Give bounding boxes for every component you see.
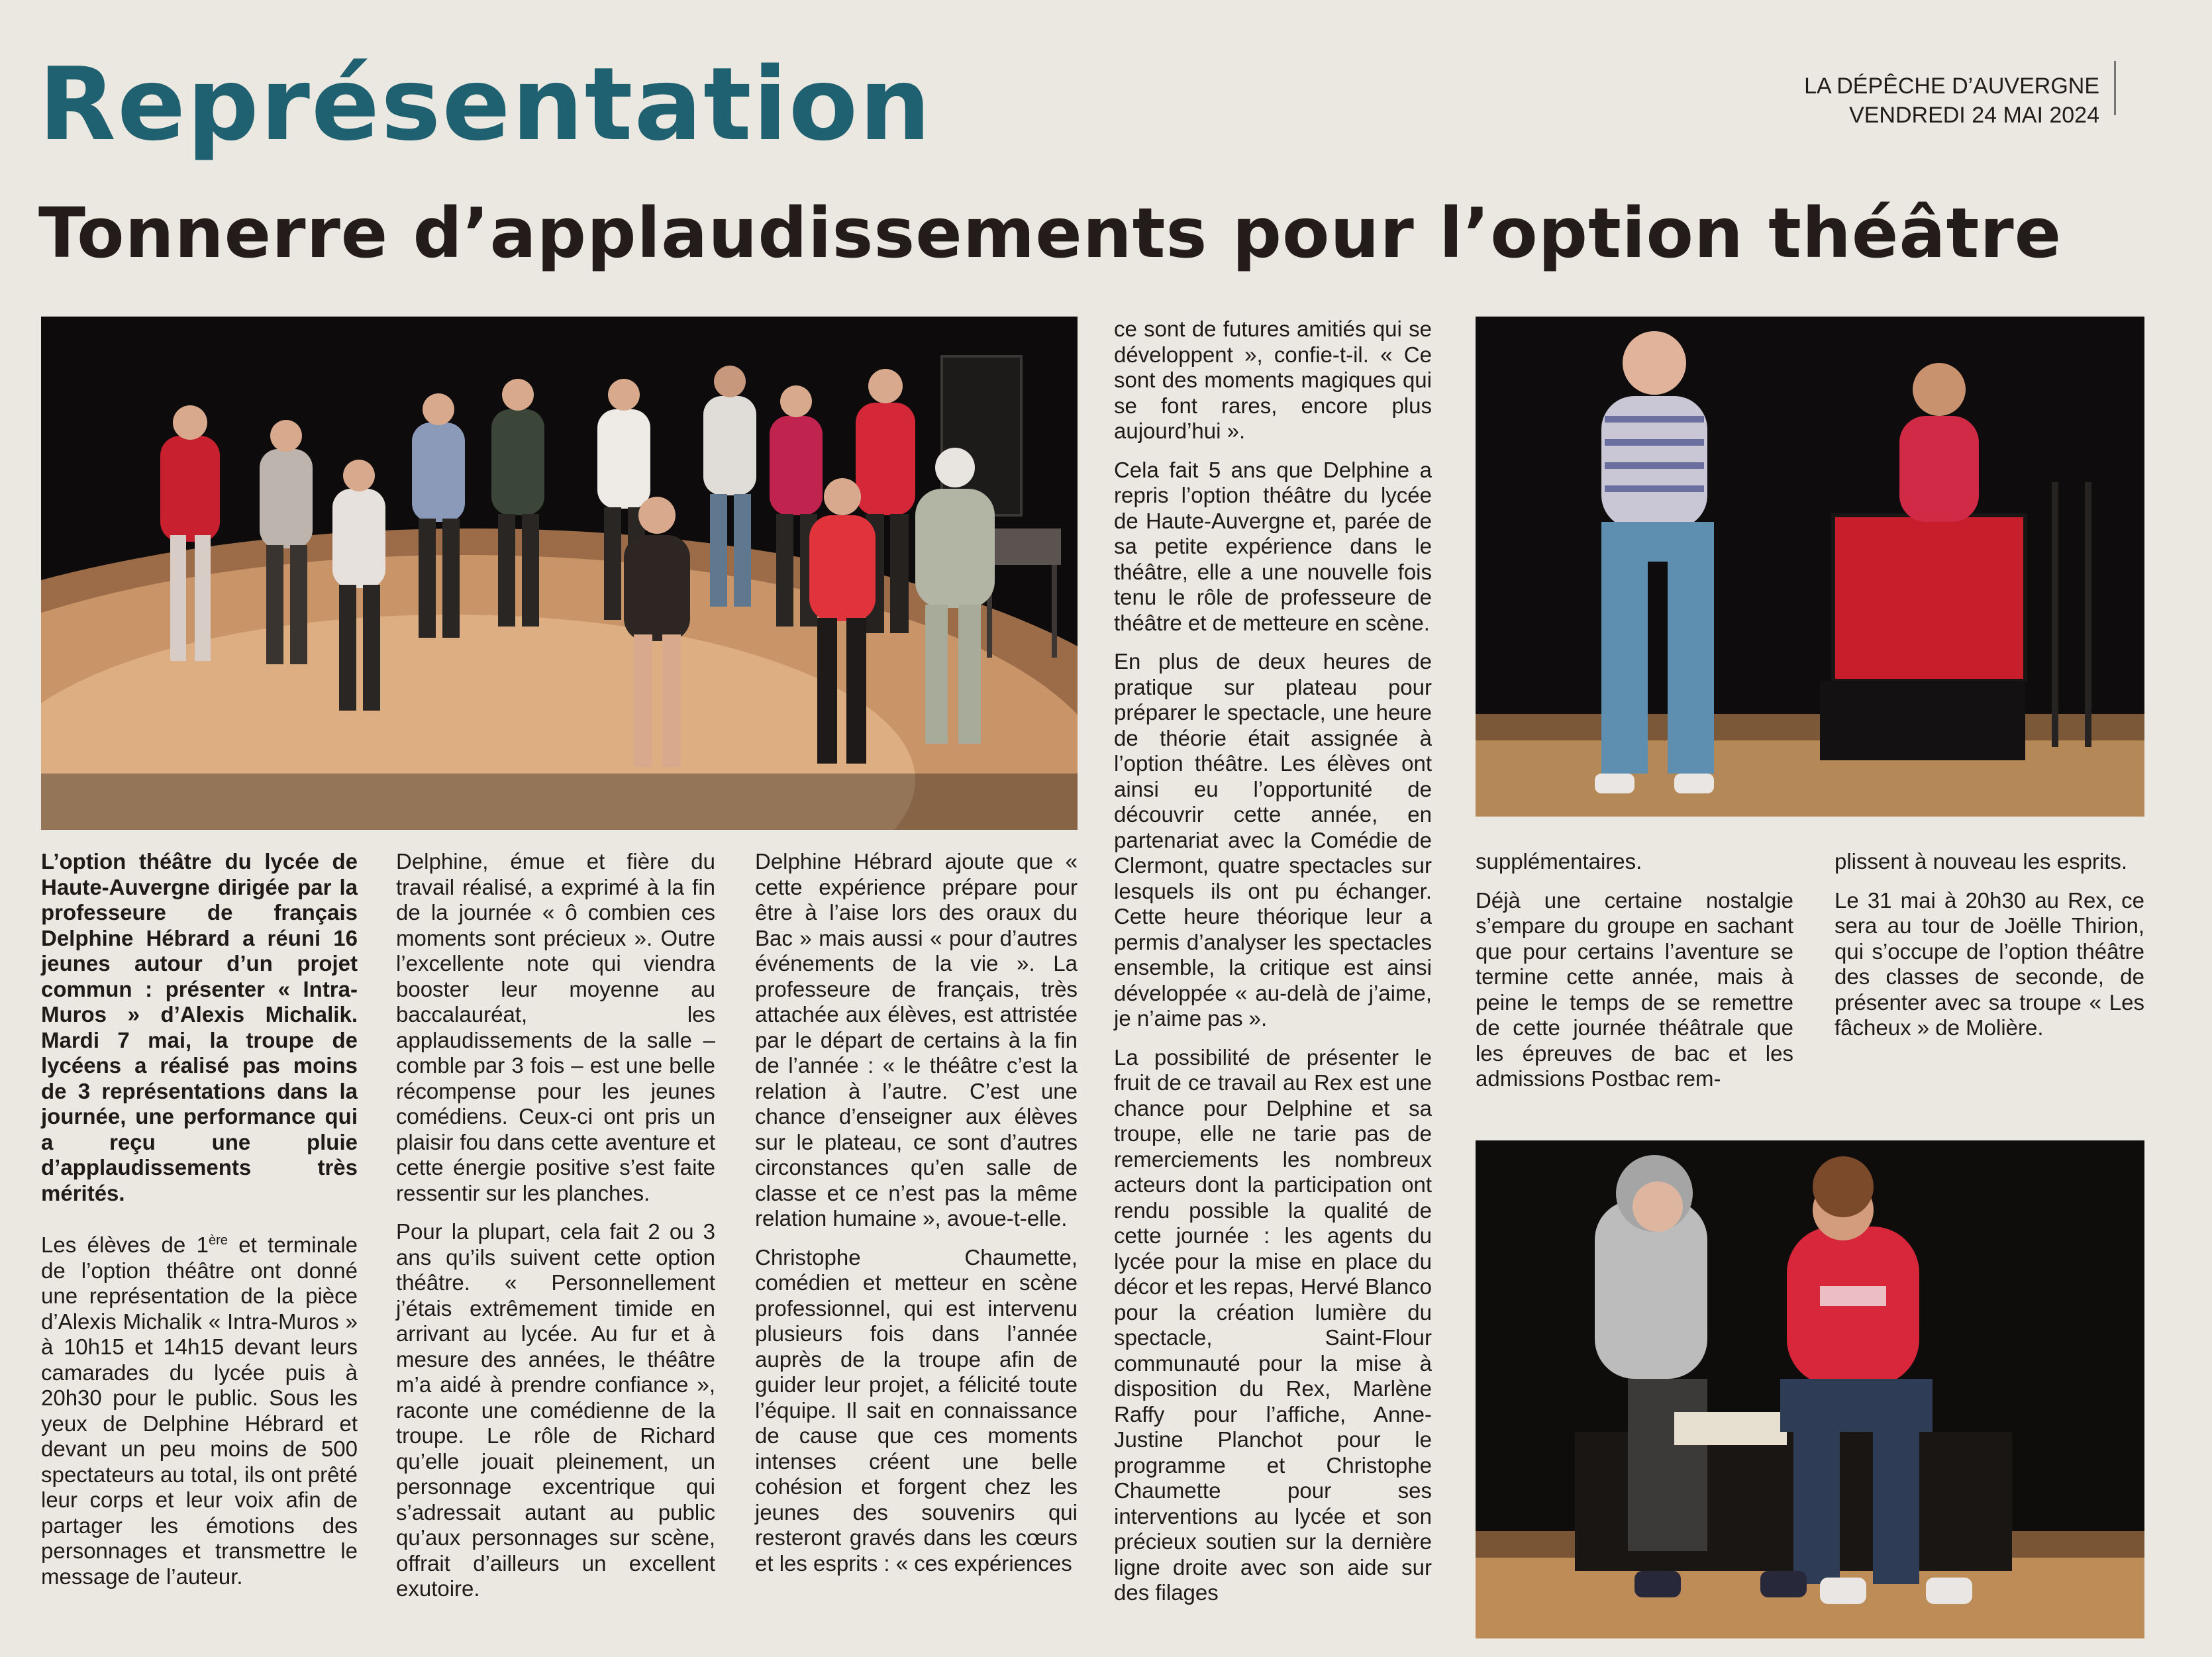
newspaper-name: LA DÉPÊCHE D’AUVERGNE: [1804, 74, 2099, 99]
article-column-2: [396, 849, 715, 1615]
ordinal-superscript: ère: [208, 1233, 228, 1248]
article-column-4: [1114, 317, 1432, 1606]
article-paragraph: Le 31 mai à 20h30 au Rex, ce sera au tour de Joëlle Thirion, qui s’occupe de l’option théâtre des classes de seconde, de présenter avec sa troupe « Les fâcheux » de Molière.: [1835, 887, 2144, 1040]
section-heading: Représentation: [38, 46, 932, 163]
masthead-divider: [2114, 61, 2116, 115]
article-column-6: [1835, 849, 2144, 1041]
article-headline: Tonnerre d’applaudissements pour l’option théâtre: [38, 193, 2062, 274]
text-run: Les élèves de 1: [41, 1232, 209, 1257]
article-paragraph: [41, 1232, 358, 1589]
article-paragraph: plissent à nouveau les esprits.: [1835, 849, 2128, 874]
article-paragraph: La possibilité de présenter le fruit de ce travail au Rex est une chance pour Delphine et sa troupe, elle ne tarie pas de remerciements les nombreux acteurs dont la participation ont rendu possible la qualité de cette journée : les agents du lycée pour la mise en place du décor et les repas, Hervé Blanco pour la création lumière du spectacle, Saint-Flour communauté pour la mise à disposition du Rex, Marlène Raffy pour l’affiche, Anne-Justine Planchot pour le programme et Christophe Chaumette pour ses interventions au lycée et son précieux soutien sur la dernière ligne droite avec son aide sur des filages: [1114, 1044, 1432, 1605]
article-paragraph: Delphine Hébrard ajoute que « cette expérience prépare pour être à l’aise lors des oraux du Bac » mais aussi « pour d’autres événements de la vie ». La professeure de français, très attachée aux élèves, est attristée par le départ de certains à la fin de l’année : « le théâtre c’est la relation à l’autre. C’est une chance d’enseigner aux élèves sur le plateau, ce sont d’autres circonstances qu’en salle de classe et ce n’est pas la même relation humaine », avoue-t-elle.: [755, 849, 1078, 1230]
photo-duo-seated: [1476, 1140, 2144, 1638]
article-paragraph: Christophe Chaumette, comédien et metteur en scène professionnel, qui est intervenu plusieurs fois dans l’année auprès de la troupe afin de guider leur projet, a félicité toute l’équipe. Il sait en connaissance de cause que ces moments intenses créent une belle cohésion et forgent chez les jeunes des souvenirs qui resteront gravés dans les cœurs et les esprits : « ces expériences: [755, 1244, 1078, 1576]
article-paragraph: ce sont de futures amitiés qui se développent », confie-t-il. « Ce sont des moments magiques qui se font rares, encore plus aujourd’hui ».: [1114, 317, 1432, 443]
article-paragraph: supplémentaires.: [1476, 849, 1642, 874]
article-column-1: [41, 849, 358, 1603]
article-column-5: [1476, 849, 1793, 1092]
article-paragraph: Déjà une certaine nostalgie s’empare du groupe en sachant que pour certains l’aventure se termine cette année, mais à peine le temps de se remettre de cette journée théâtrale que les épreuves de bac et les admissions Postbac rem-: [1476, 887, 1793, 1091]
article-paragraph: Pour la plupart, cela fait 2 ou 3 ans qu’ils suivent cette option théâtre. « Personnellement j’étais extrêmement timide en arrivant au lycée. Au fur et à mesure des années, le théâtre m’a aidé à prendre confiance », raconte une comédienne de la troupe. Le rôle de Richard qu’elle jouait pleinement, un personnage excentrique qui s’adressait autant au public qu’aux personnages sur scène, offrait d’ailleurs un excellent exutoire.: [396, 1219, 715, 1601]
photo-stage-ensemble: [41, 317, 1078, 830]
masthead: [1804, 72, 2099, 130]
article-lead: L’option théâtre du lycée de Haute-Auvergne dirigée par la professeure de français Delphine Hébrard a réuni 16 jeunes autour d’un projet commun : présenter « Intra-Muros » d’Alexis Michalik. Mardi 7 mai, la troupe de lycéens a réalisé pas moins de 3 représentations dans la journée, une performance qui a reçu une pluie d’applaudissements très mérités.: [41, 849, 358, 1205]
article-column-3: [755, 849, 1078, 1576]
article-paragraph: Cela fait 5 ans que Delphine a repris l’option théâtre du lycée de Haute-Auvergne et, parée de sa petite expérience dans le théâtre, elle a une nouvelle fois tenu le rôle de professeure de théâtre et de metteure en scène.: [1114, 457, 1432, 635]
article-paragraph: En plus de deux heures de pratique sur plateau pour préparer le spectacle, une heure de théorie était assignée à l’option théâtre. Les élèves ont ainsi eu l’opportunité de découvrir cette année, en partenariat avec la Comédie de Clermont, quatre spectacles sur lesquels ils ont pu échanger. Cette heure théorique leur a permis d’analyser les spectacles ensemble, la critique est ainsi développée « au-delà de j’aime, je n’aime pas ».: [1114, 649, 1432, 1030]
publication-date: VENDREDI 24 MAI 2024: [1849, 103, 2099, 128]
photo-duo-red-trunk: [1476, 317, 2144, 817]
article-paragraph: Delphine, émue et fière du travail réalisé, a exprimé à la fin de la journée « ô combien ces moments sont précieux ». Outre l’excellente note qui viendra booster leur moyenne au baccalauréat, les applaudissements de la salle – comble par 3 fois – est une belle récompense pour les jeunes comédiens. Ceux-ci ont pris un plaisir fou dans cette aventure et cette énergie positive s’est faite ressentir sur les planches.: [396, 849, 715, 1205]
text-run: et terminale de l’option théâtre ont donné une représentation de la pièce d’Alexis Michalik « Intra-Muros » à 10h15 et 14h15 devant leurs camarades du lycée puis à 20h30 pour le public. Sous les yeux de Delphine Hébrard et devant un peu moins de 500 spectateurs au total, ils ont prêté leur corps et leur voix afin de partager les émotions des personnages et transmettre le message de l’auteur.: [41, 1232, 358, 1589]
